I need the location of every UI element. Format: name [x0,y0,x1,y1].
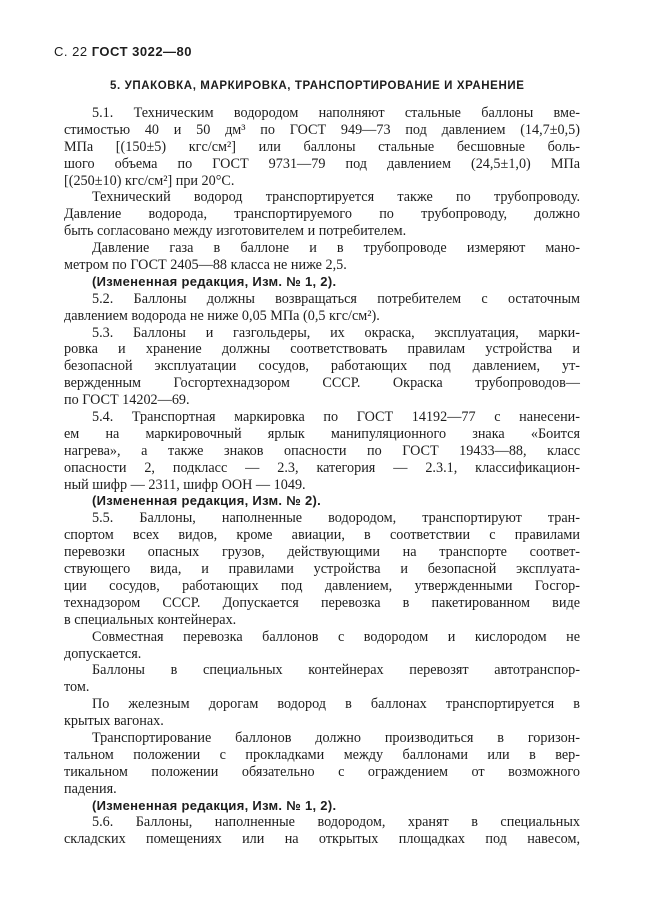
text-line: ции сосудов, работающих под давлением, утвержденными Госгор- [64,577,580,594]
text-line: перевозки опасных грузов, действующими на транспорте соответ- [64,544,580,561]
text-line: допускается. [64,645,142,662]
page-number: С. 22 [54,44,88,59]
text-line: безопасной эксплуатации сосудов, работающих под давлением, ут- [64,358,580,375]
text-line: складских помещениях или на открытых площадках под навесом, [64,831,580,848]
text-line: 5.2. Баллоны должны возвращаться потребителем с остаточным [92,290,580,307]
text-line: ный шифр — 2311, шифр ООН — 1049. [64,476,306,493]
text-line: быть согласовано между изготовителем и потребителем. [64,223,407,240]
amendment-note: (Измененная редакция, Изм. № 1, 2). [92,797,337,813]
text-line: 5.3. Баллоны и газгольдеры, их окраска, эксплуатация, марки- [92,324,580,341]
text-line: Технический водород транспортируется также по трубопроводу. [92,189,580,206]
amendment-note: (Измененная редакция, Изм. № 2). [92,493,322,509]
text-line: тикальном положении обязательно с ограждением от возможного [64,763,580,780]
text-line: Совместная перевозка баллонов с водородом и кислородом не [92,628,580,645]
text-line: стимостью 40 и 50 дм³ по ГОСТ 949—73 под давлением (14,7±0,5) [64,121,580,138]
text-line: По железным дорогам водород в баллонах транспортируется в [92,696,580,713]
text-line: Давление водорода, транспортируемого по трубопроводу, должно [64,206,580,223]
document-code: ГОСТ 3022—80 [91,44,193,59]
text-line: Транспортирование баллонов должно производиться в горизон- [92,729,580,746]
text-line: МПа [(150±5) кгс/см²] или баллоны стальные бесшовные боль- [64,138,580,155]
text-line: ствующего вида, и правилами устройства и безопасной эксплуата- [64,561,580,578]
text-line: 5.6. Баллоны, наполненные водородом, хранят в специальных [92,814,580,831]
text-line: вержденным Госгортехнадзором СССР. Окраска трубопроводов— [64,375,580,392]
text-line: Баллоны в специальных контейнерах перевозят автотранспор- [92,662,580,679]
text-line: [(250±10) кгс/см²] при 20°С. [64,172,235,189]
text-line: крытых вагонах. [64,713,164,730]
text-line: технадзором СССР. Допускается перевозка в пакетированном виде [64,594,580,611]
section-title: 5. УПАКОВКА, МАРКИРОВКА, ТРАНСПОРТИРОВАНИЕ И ХРАНЕНИЕ [110,80,525,92]
text-line: опасности 2, подкласс — 2.3, категория — 2.3.1, классификацион- [64,459,580,476]
page-header [54,44,192,59]
text-line: спортом всех видов, кроме авиации, в соответствии с правилами [64,527,580,544]
text-line: нагрева», а также знаков опасности по ГОСТ 19433—88, класс [64,442,580,459]
text-line: ровка и хранение должны соответствовать правилам устройства и [64,341,580,358]
text-line: по ГОСТ 14202—69. [64,392,190,409]
text-line: 5.5. Баллоны, наполненные водородом, транспортируют тран- [92,510,580,527]
text-line: 5.4. Транспортная маркировка по ГОСТ 14192—77 с нанесени- [92,409,580,426]
text-line: том. [64,679,90,696]
text-line: 5.1. Техническим водородом наполняют стальные баллоны вме- [92,105,580,121]
text-line: падения. [64,780,117,797]
text-line: метром по ГОСТ 2405—88 класса не ниже 2,5. [64,257,347,274]
document-body [64,105,580,848]
text-line: в специальных контейнерах. [64,611,237,628]
text-line: шого объема по ГОСТ 9731—79 под давлением (24,5±1,0) МПа [64,155,580,172]
text-line: давлением водорода не ниже 0,05 МПа (0,5 кгс/см²). [64,307,380,324]
amendment-note: (Измененная редакция, Изм. № 1, 2). [92,273,337,289]
text-line: Давление газа в баллоне и в трубопроводе измеряют мано- [92,240,580,257]
text-line: тальном положении с прокладками между баллонами или в вер- [64,746,580,763]
text-line: ем на маркировочный ярлык манипуляционного знака «Боится [64,425,580,442]
